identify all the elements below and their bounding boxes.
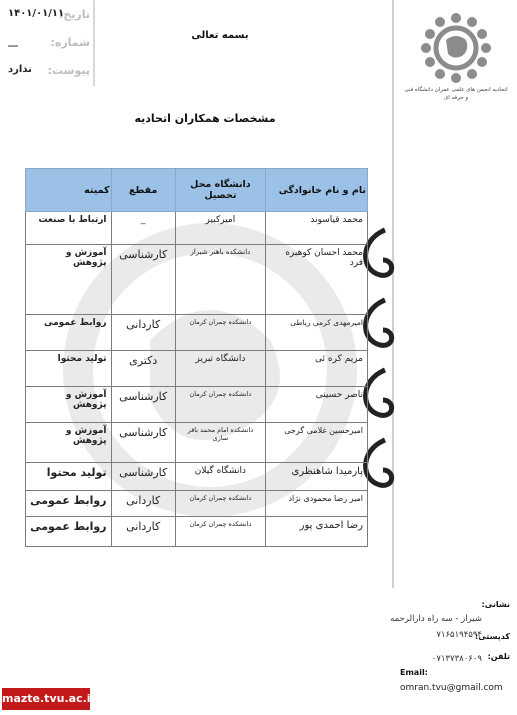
cell-degree: کاردانی xyxy=(111,517,175,547)
email-value: omran.tvu@gmail.com xyxy=(400,683,503,693)
address-value: شیراز - سه راه دارالرحمه xyxy=(390,614,482,624)
cell-name: پارمیدا شاهنظری xyxy=(265,463,367,491)
table-row xyxy=(26,387,368,423)
attach-value: ندارد xyxy=(8,64,32,75)
email-label: Email: xyxy=(400,668,428,677)
cell-degree: _ xyxy=(111,212,175,245)
table-row xyxy=(26,245,368,315)
cell-name: مریم کره ئی xyxy=(265,351,367,387)
postal-label: کدپستی: xyxy=(475,632,510,641)
website-badge[interactable]: mazte.tvu.ac.ir xyxy=(2,688,90,710)
address-label: نشانی: xyxy=(481,600,510,609)
basmala: بسمه تعالی xyxy=(191,30,249,41)
cell-committee: روابط عمومی xyxy=(26,491,112,517)
table-row xyxy=(26,491,368,517)
cell-degree: کاردانی xyxy=(111,491,175,517)
date-row xyxy=(2,8,94,28)
cell-university: دانشکده امام محمد باقر ساری xyxy=(175,423,265,463)
cell-degree: کاردانی xyxy=(111,315,175,351)
cell-university: دانشکده چمران کرمان xyxy=(175,387,265,423)
cell-degree: کارشناسی xyxy=(111,463,175,491)
cell-name: امیر رضا محمودی نژاد xyxy=(265,491,367,517)
header-meta xyxy=(0,0,96,88)
phone-value: ۰۷۱۳۷۳۸۰۶۰۹ xyxy=(431,654,482,664)
cell-university: دانشکده چمران کرمان xyxy=(175,315,265,351)
cell-university: امیرکبیر xyxy=(175,212,265,245)
cell-name: محمد قیاسوند xyxy=(265,212,367,245)
header-degree: مقطع xyxy=(111,169,175,212)
logo-caption: اتحادیه انجمن های علمی عمران دانشگاه فنی و حرفه ای xyxy=(404,87,508,101)
number-value: __ xyxy=(8,36,18,47)
cell-university: دانشکده چمران کرمان xyxy=(175,517,265,547)
cell-name: امیرمهدی کرمی ریاطی xyxy=(265,315,367,351)
association-logo-icon xyxy=(410,8,502,88)
number-label: شماره: xyxy=(50,36,90,49)
cell-committee: تولید محتوا xyxy=(26,351,112,387)
header-committee: کمیته xyxy=(26,169,112,212)
cell-committee: آموزش و پژوهش xyxy=(26,245,112,315)
attach-row xyxy=(2,64,94,84)
cell-degree: دکتری xyxy=(111,351,175,387)
header-university: دانشگاه محل تحصیل xyxy=(175,169,265,212)
postal-value: ۷۱۶۵۱۹۴۵۹۴ xyxy=(436,630,482,640)
attach-label: پیوست: xyxy=(47,64,90,77)
phone-label: تلفن: xyxy=(487,652,510,661)
cell-committee: روابط عمومی xyxy=(26,315,112,351)
cell-degree: کارشناسی xyxy=(111,387,175,423)
header-name: نام و نام خانوادگی xyxy=(265,169,367,212)
document-title: مشخصات همکاران اتحادیه xyxy=(134,112,276,125)
table-row xyxy=(26,423,368,463)
table-row xyxy=(26,517,368,547)
table-row xyxy=(26,463,368,491)
date-value: ۱۴۰۱/۰۱/۱۱ xyxy=(8,8,65,19)
cell-committee: آموزش و پژوهش xyxy=(26,387,112,423)
cell-university: دانشکده چمران کرمان xyxy=(175,491,265,517)
table-header-row xyxy=(26,169,368,212)
cell-degree: کارشناسی xyxy=(111,245,175,315)
table-row xyxy=(26,212,368,245)
number-row xyxy=(2,36,94,56)
cell-name: محمد احسان کوهبره فرد xyxy=(265,245,367,315)
cell-degree: کارشناسی xyxy=(111,423,175,463)
cell-committee: ارتباط با صنعت xyxy=(26,212,112,245)
members-table xyxy=(25,168,368,547)
table-row xyxy=(26,315,368,351)
cell-name: ناصر حسینی xyxy=(265,387,367,423)
date-label: تاریخ: xyxy=(58,8,90,21)
header-divider xyxy=(93,0,95,86)
cell-committee: آموزش و پژوهش xyxy=(26,423,112,463)
cell-committee: روابط عمومی xyxy=(26,517,112,547)
table-row xyxy=(26,351,368,387)
cell-university: دانشگاه گیلان xyxy=(175,463,265,491)
cell-committee: تولید محتوا xyxy=(26,463,112,491)
cell-name: امیرحسین غلامی گرجی xyxy=(265,423,367,463)
cell-name: رضا احمدی پور xyxy=(265,517,367,547)
cell-university: دانشکده باهنر شیراز xyxy=(175,245,265,315)
cell-university: دانشگاه تبریز xyxy=(175,351,265,387)
